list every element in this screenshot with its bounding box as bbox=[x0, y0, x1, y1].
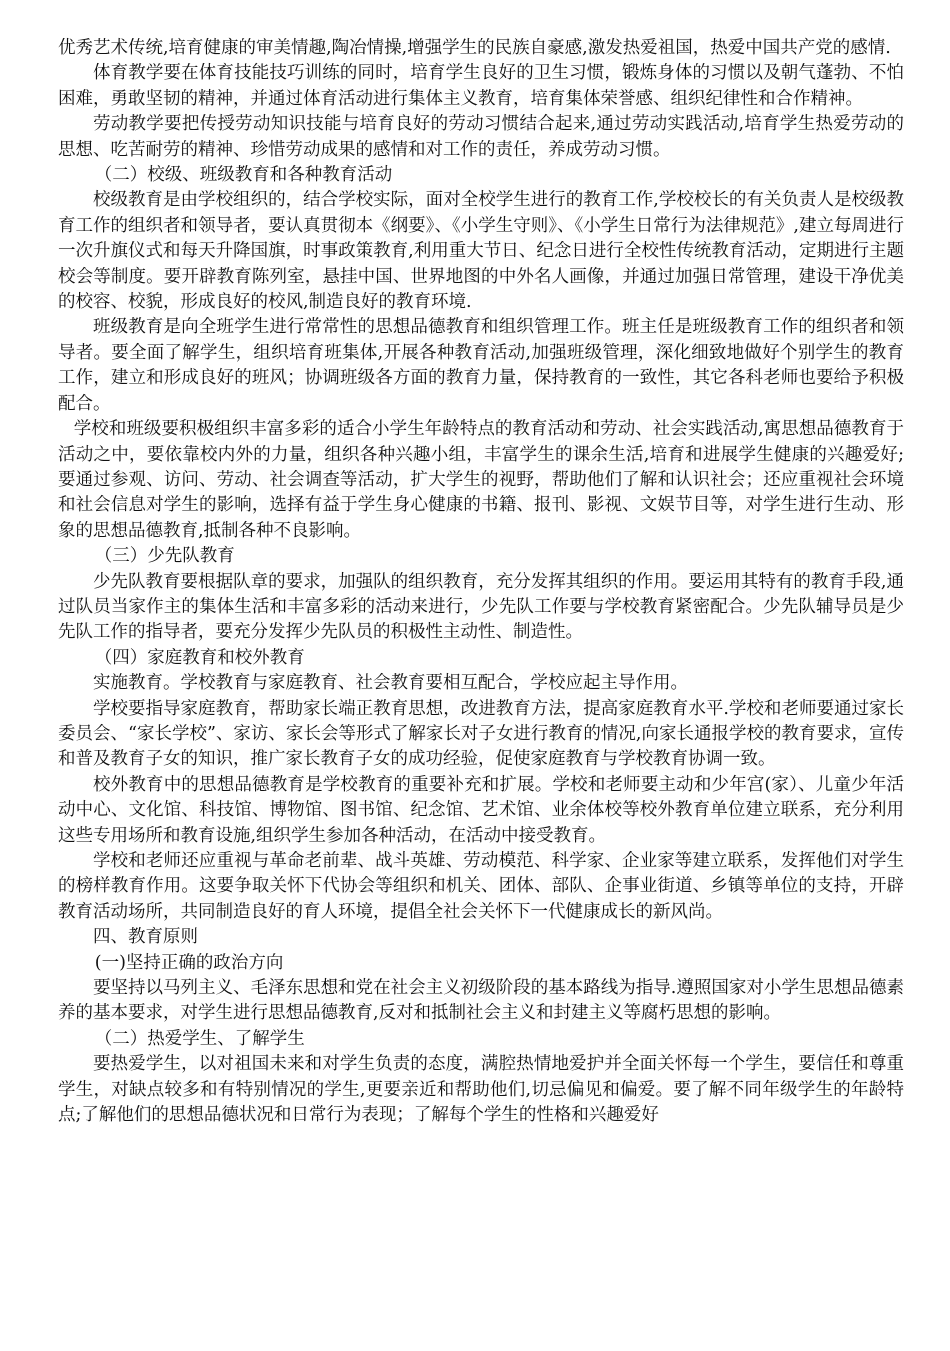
document-body bbox=[58, 36, 904, 1128]
paragraph: 少先队教育要根据队章的要求，加强队的组织教育，充分发挥其组织的作用。要运用其特有的教育手段,通过队员当家作主的集体生活和丰富多彩的活动来进行，少先队工作要与学校教育紧密配合。少先队辅导员是少先队工作的指导者，要充分发挥少先队员的积极性主动性、制造性。 bbox=[58, 571, 904, 643]
paragraph: 学校和班级要积极组织丰富多彩的适合小学生年龄特点的教育活动和劳动、社会实践活动,寓思想品德教育于活动之中，要依靠校内外的力量，组织各种兴趣小组，丰富学生的课余生活,培育和进展学生健康的兴趣爱好;要通过参观、访问、劳动、社会调查等活动，扩大学生的视野，帮助他们了解和认识社会；还应重视社会环境和社会信息对学生的影响，选择有益于学生身心健康的书籍、报刊、影视、文娱节目等，对学生进行生动、形象的思想品德教育,抵制各种不良影响。 bbox=[58, 419, 904, 541]
paragraph: 要热爱学生，以对祖国未来和对学生负责的态度，满腔热情地爱护并全面关怀每一个学生，要信任和尊重学生，对缺点较多和有特别情况的学生,更要亲近和帮助他们,切忌偏见和偏爱。要了解不同年级学生的年龄特点;了解他们的思想品德状况和日常行为表现；了解每个学生的性格和兴趣爱好 bbox=[58, 1054, 904, 1126]
paragraph: 实施教育。学校教育与家庭教育、社会教育要相互配合，学校应起主导作用。 bbox=[93, 673, 688, 694]
section-heading: （二）热爱学生、了解学生 bbox=[94, 1028, 305, 1049]
paragraph: 班级教育是向全班学生进行常常性的思想品德教育和组织管理工作。班主任是班级教育工作的组织者和领导者。要全面了解学生，组织培育班集体,开展各种教育活动,加强班级管理，深化细致地做好个别学生的教育工作，建立和形成良好的班风；协调班级各方面的教育力量，保持教育的一致性，其它各科老师也要给予积极配合。 bbox=[58, 317, 904, 414]
paragraph: 学校和老师还应重视与革命老前辈、战斗英雄、劳动模范、科学家、企业家等建立联系，发挥他们对学生的榜样教育作用。这要争取关怀下代协会等组织和机关、团体、部队、企事业街道、乡镇等单位的支持，开辟教育活动场所，共同制造良好的育人环境，提倡全社会关怀下一代健康成长的新风尚。 bbox=[58, 851, 904, 922]
section-heading: （二）校级、班级教育和各种教育活动 bbox=[94, 165, 393, 186]
section-heading: (一)坚持正确的政治方向 bbox=[94, 952, 284, 973]
section-heading: （四）家庭教育和校外教育 bbox=[94, 647, 305, 668]
paragraph: 校级教育是由学校组织的，结合学校实际，面对全校学生进行的教育工作,学校校长的有关负责人是校级教育工作的组织者和领导者，要认真贯彻本《纲要》、《小学生守则》、《小学生日常行为法律规范》,建立每周进行一次升旗仪式和每天升降国旗，时事政策教育,利用重大节日、纪念日进行全校性传统教育活动，定期进行主题校会等制度。要开辟教育陈列室，悬挂中国、世界地图的中外名人画像，并通过加强日常管理，建设干净优美的校容、校貌，形成良好的校风,制造良好的教育环境. bbox=[58, 190, 904, 313]
paragraph: 校外教育中的思想品德教育是学校教育的重要补充和扩展。学校和老师要主动和少年宫(家）、儿童少年活动中心、文化馆、科技馆、博物馆、图书馆、纪念馆、艺术馆、业余体校等校外教育单位建立联系，充分利用这些专用场所和教育设施,组织学生参加各种活动，在活动中接受教育。 bbox=[58, 774, 904, 846]
paragraph: 劳动教学要把传授劳动知识技能与培育良好的劳动习惯结合起来,通过劳动实践活动,培育学生热爱劳动的思想、吃苦耐劳的精神、珍惜劳动成果的感情和对工作的责任，养成劳动习惯。 bbox=[58, 114, 904, 160]
section-heading: （三）少先队教育 bbox=[94, 546, 235, 567]
paragraph: 优秀艺术传统,培育健康的审美情趣,陶冶情操,增强学生的民族自豪感,激发热爱祖国，热爱中国共产党的感情. bbox=[58, 38, 891, 58]
section-heading-main: 四、教育原则 bbox=[93, 927, 198, 948]
paragraph: 体育教学要在体育技能技巧训练的同时，培育学生良好的卫生习惯，锻炼身体的习惯以及朝气蓬勃、不怕困难，勇敢坚韧的精神，并通过体育活动进行集体主义教育，培育集体荣誉感、组织纪律性和合作精神。 bbox=[58, 63, 904, 109]
paragraph: 学校要指导家庭教育，帮助家长端正教育思想，改进教育方法，提高家庭教育水平.学校和老师要通过家长委员会、“家长学校”、家访、家长会等形式了解家长对子女进行教育的情况,向家长通报学校的教育要求，宣传和普及教育子女的知识，推广家长教育子女的成功经验，促使家庭教育与学校教育协调一致。 bbox=[58, 698, 904, 770]
paragraph: 要坚持以马列主义、毛泽东思想和党在社会主义初级阶段的基本路线为指导.遵照国家对小学生思想品德素养的基本要求，对学生进行思想品德教育,反对和抵制社会主义和封建主义等腐朽思想的影响。 bbox=[58, 978, 904, 1024]
